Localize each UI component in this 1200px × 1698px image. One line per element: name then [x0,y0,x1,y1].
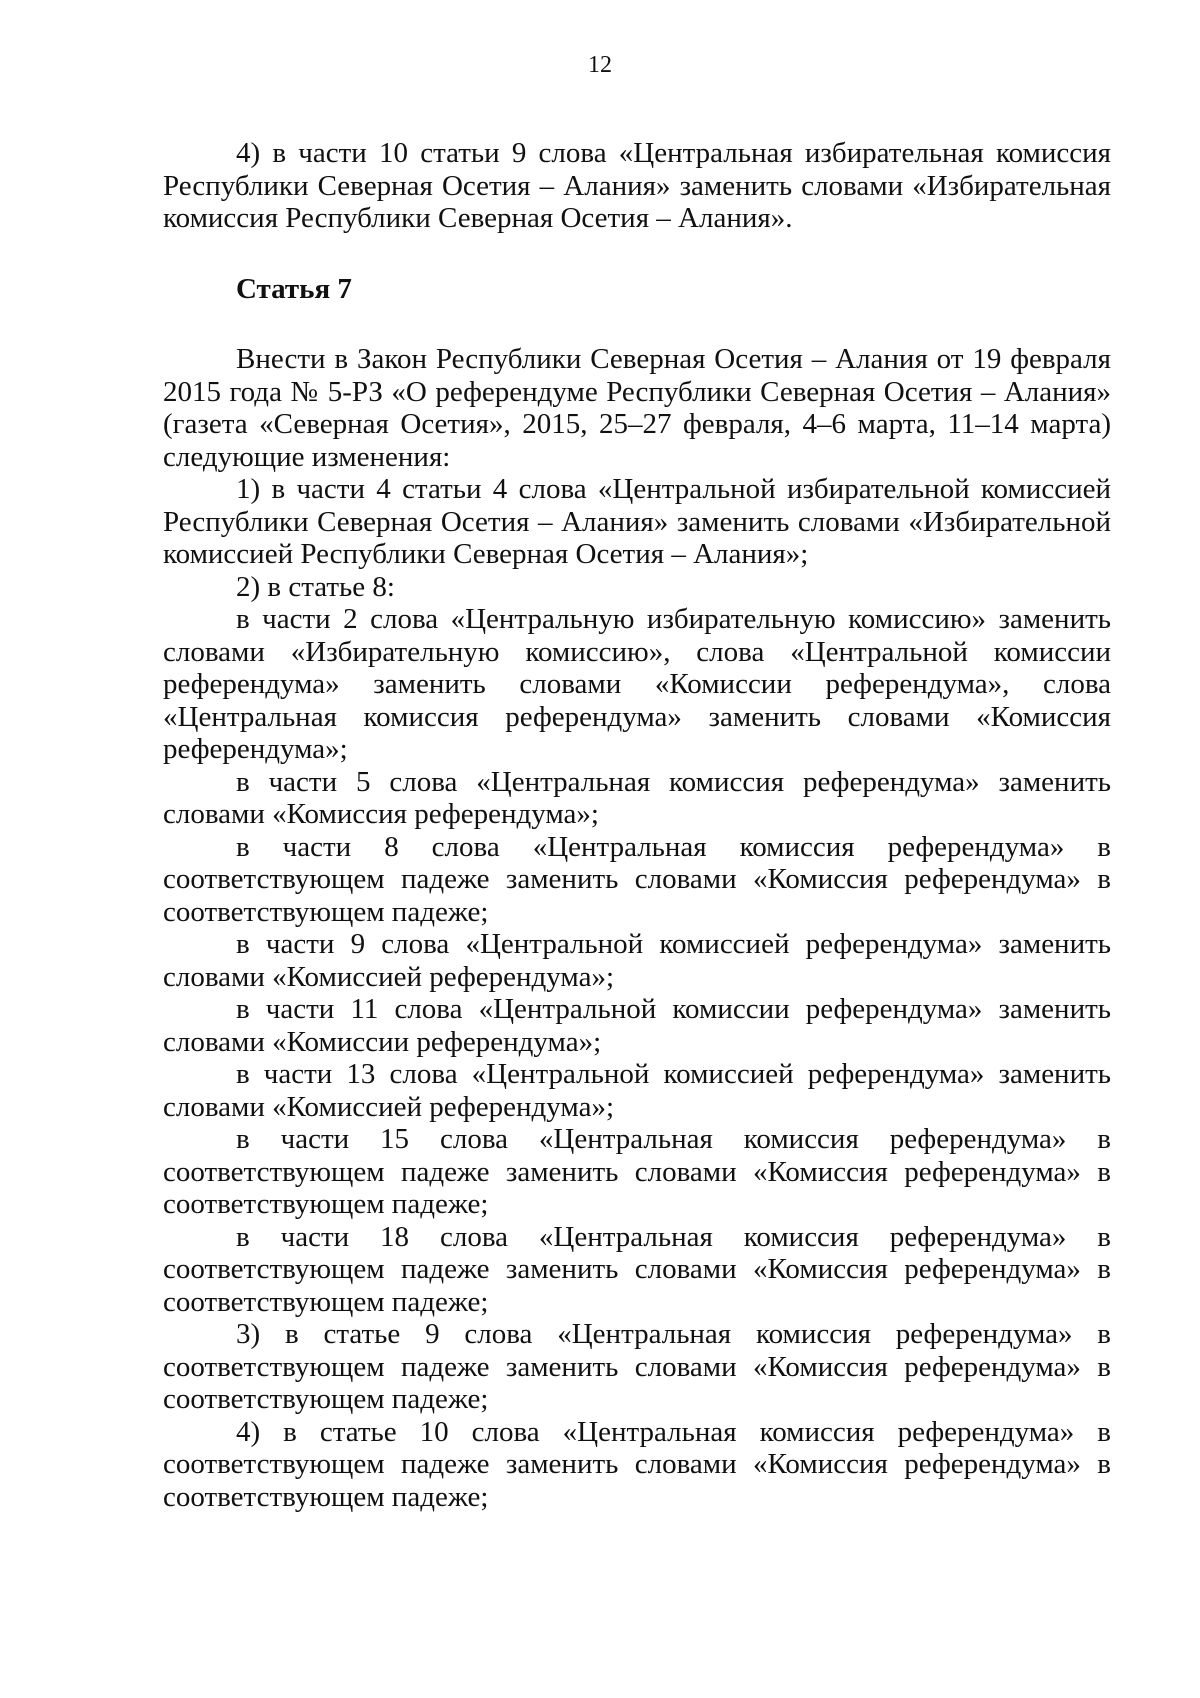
document-body [163,137,1111,1513]
amendment-part-5: в части 5 слова «Центральная комиссия референдума» заменить словами «Комиссия референдума»; [163,765,1111,830]
amendment-part-15: в части 15 слова «Центральная комиссия референдума» в соответствующем падеже заменить словами «Комиссия референдума» в соответствующем падеже; [163,1123,1111,1220]
amendment-part-13: в части 13 слова «Центральной комиссией референдума» заменить словами «Комиссией референдума»; [163,1058,1111,1123]
amendment-item-4: 4) в статье 10 слова «Центральная комиссия референдума» в соответствующем падеже заменить словами «Комиссия референдума» в соответствующем падеже; [163,1415,1111,1513]
amendment-part-8: в части 8 слова «Центральная комиссия референдума» в соответствующем падеже заменить словами «Комиссия референдума» в соответствующем падеже; [163,830,1111,928]
amendment-part-18: в части 18 слова «Центральная комиссия референдума» в соответствующем падеже заменить словами «Комиссия референдума» в соответствующем падеже; [163,1220,1111,1318]
amendment-item-2-title: 2) в статье 8: [236,570,395,603]
article-heading: Статья 7 [236,272,352,305]
amendment-part-9: в части 9 слова «Центральной комиссией референдума» заменить словами «Комиссией референдума»; [163,928,1111,993]
paragraph-item-4-article-9: 4) в части 10 статьи 9 слова «Центральная избирательная комиссия Республики Северная Осетия – Алания» заменить словами «Избирательная комиссия Республики Северная Осетия – Алания». [163,137,1111,234]
amendment-item-1: 1) в части 4 статьи 4 слова «Центральной избирательной комиссией Республики Северная Осетия – Алания» заменить словами «Избирательной комиссией Республики Северная Осетия – Алания»; [163,473,1111,570]
amendment-item-3: 3) в статье 9 слова «Центральная комиссия референдума» в соответствующем падеже заменить словами «Комиссия референдума» в соответствующем падеже; [163,1318,1111,1415]
page-number: 12 [588,52,612,78]
amendment-part-11: в части 11 слова «Центральной комиссии референдума» заменить словами «Комиссии референдума»; [163,993,1111,1058]
amendment-part-2: в части 2 слова «Центральную избирательную комиссию» заменить словами «Избирательную комиссию», слова «Центральной комиссии референдума» заменить словами «Комиссии референдума», слова «Центральная комиссия референдума» заменить словами «Комиссия референдума»; [163,603,1111,765]
article-intro-paragraph: Внести в Закон Республики Северная Осетия – Алания от 19 февраля 2015 года № 5-РЗ «О референдуме Республики Северная Осетия – Алания» (газета «Северная Осетия», 2015, 25–27 февраля, 4–6 марта, 11–14 марта) следующие изменения: [163,343,1111,473]
